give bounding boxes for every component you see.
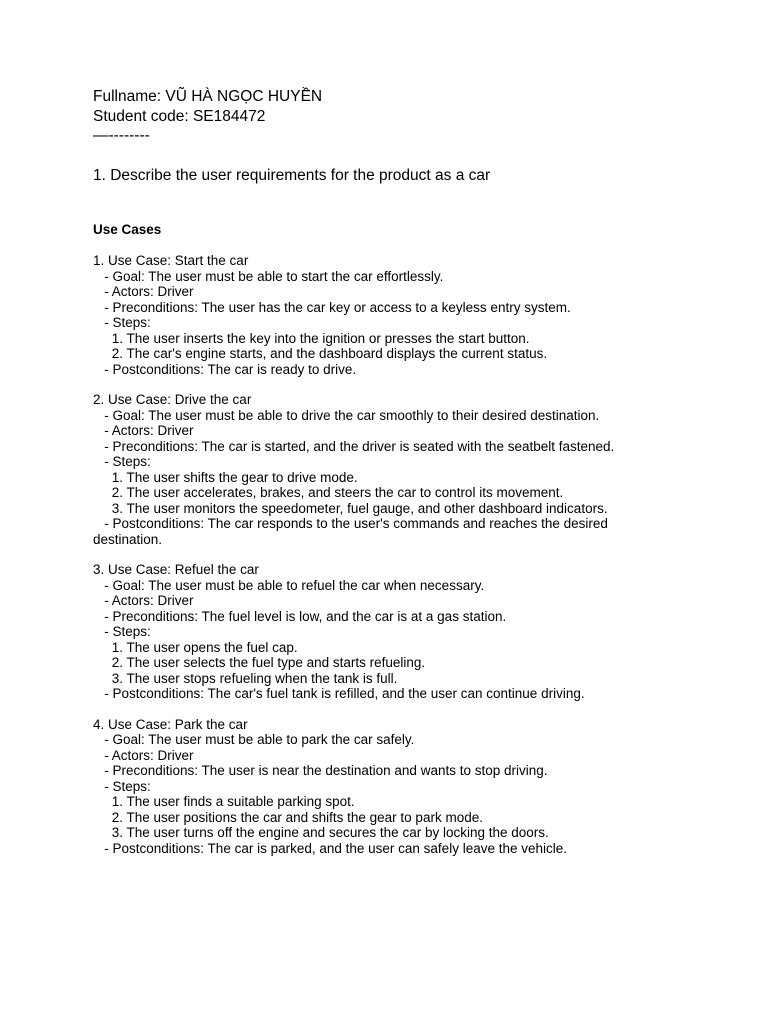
separator-line: —-------- [93, 127, 150, 144]
use-case-step: 3. The user turns off the engine and secures the car by locking the doors. [93, 825, 549, 840]
use-case-postconditions: - Postconditions: The car's fuel tank is refilled, and the user can continue driving. [93, 686, 585, 701]
use-case-step: 1. The user shifts the gear to drive mode. [93, 469, 358, 485]
use-case-step: 1. The user inserts the key into the ignition or presses the start button. [93, 330, 530, 346]
use-case-steps-label: - Steps: [93, 778, 151, 794]
use-case-steps-label: - Steps: [93, 315, 151, 330]
use-case-postconditions: - Postconditions: The car is ready to drive. [93, 361, 357, 377]
use-case-preconditions: - Preconditions: The car is started, and the driver is seated with the seatbelt fastened. [93, 438, 615, 454]
use-case-preconditions: - Preconditions: The user has the car key or access to a keyless entry system. [93, 299, 571, 315]
use-case-title: 4. Use Case: Park the car [93, 716, 248, 732]
use-case-refuel-car [93, 562, 653, 702]
use-case-actors: - Actors: Driver [93, 423, 194, 438]
fullname-line: Fullname: VŨ HÀ NGỌC HUYỀN [93, 88, 323, 105]
use-case-start-car [93, 253, 653, 377]
section-heading: Use Cases [93, 222, 162, 237]
use-case-preconditions: - Preconditions: The fuel level is low, and the car is at a gas station. [93, 608, 507, 624]
use-case-title: 3. Use Case: Refuel the car [93, 562, 259, 577]
use-case-steps-label: - Steps: [93, 454, 151, 469]
use-case-step: 1. The user finds a suitable parking spot. [93, 794, 355, 809]
use-case-step: 2. The user selects the fuel type and starts refueling. [93, 655, 426, 670]
use-case-actors: - Actors: Driver [93, 284, 194, 299]
use-case-title: 1. Use Case: Start the car [93, 253, 249, 268]
use-case-actors: - Actors: Driver [93, 593, 194, 608]
question-title: 1. Describe the user requirements for the product as a car [93, 166, 491, 184]
use-case-step: 2. The user positions the car and shifts the gear to park mode. [93, 809, 483, 825]
use-case-actors: - Actors: Driver [93, 747, 194, 763]
use-case-step: 2. The car's engine starts, and the dashboard displays the current status. [93, 346, 548, 361]
use-case-park-car [93, 717, 653, 857]
use-case-step: 3. The user monitors the speedometer, fuel gauge, and other dashboard indicators. [93, 500, 608, 516]
use-case-steps-label: - Steps: [93, 624, 151, 639]
use-case-title: 2. Use Case: Drive the car [93, 392, 252, 407]
use-case-step: 2. The user accelerates, brakes, and steers the car to control its movement. [93, 485, 564, 500]
use-case-goal: - Goal: The user must be able to refuel the car when necessary. [93, 577, 485, 593]
use-case-postconditions: - Postconditions: The car responds to the user's commands and reaches the desired destination. [93, 516, 612, 547]
use-case-goal: - Goal: The user must be able to park the car safely. [93, 732, 415, 747]
use-case-goal: - Goal: The user must be able to start the car effortlessly. [93, 268, 444, 284]
student-code-line: Student code: SE184472 [93, 107, 266, 125]
use-case-drive-car [93, 392, 653, 547]
use-case-preconditions: - Preconditions: The user is near the destination and wants to stop driving. [93, 763, 548, 778]
use-case-step: 3. The user stops refueling when the tank is full. [93, 670, 398, 686]
document-page [93, 87, 653, 856]
use-case-step: 1. The user opens the fuel cap. [93, 639, 298, 655]
use-case-goal: - Goal: The user must be able to drive the car smoothly to their desired destination. [93, 407, 600, 423]
use-case-postconditions: - Postconditions: The car is parked, and the user can safely leave the vehicle. [93, 840, 568, 856]
